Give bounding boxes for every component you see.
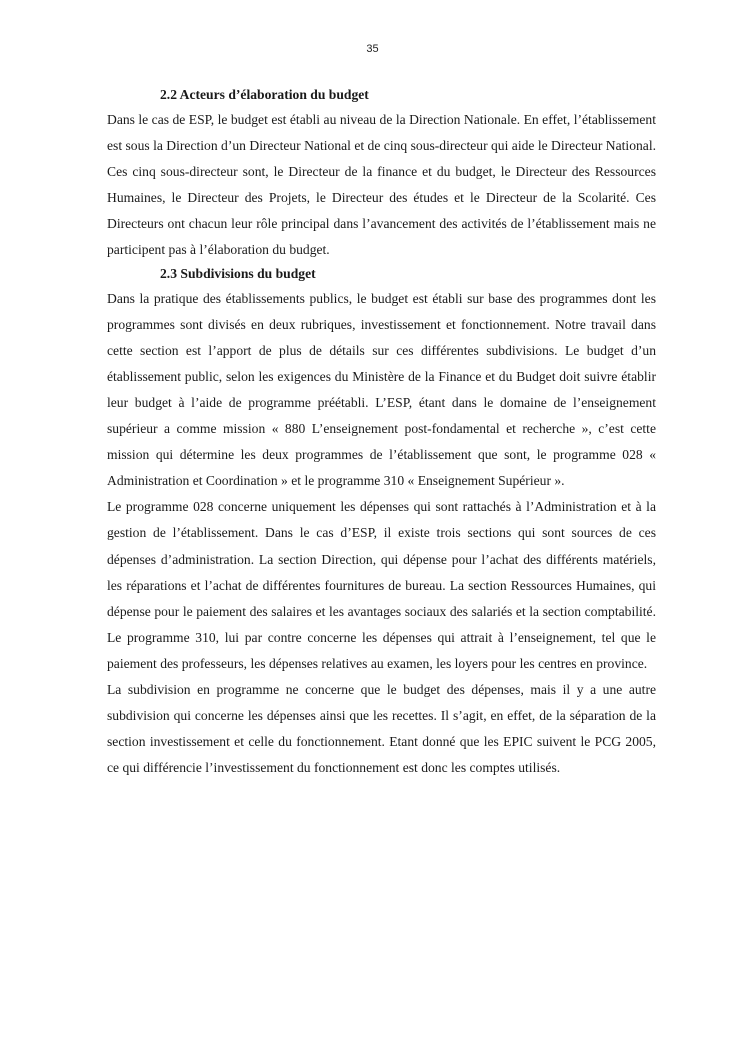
paragraph-acteurs: Dans le cas de ESP, le budget est établi au niveau de la Direction Nationale. En effet, l’établissement est sous la Direction d’un Directeur National et de cinq sous-directeur qui aide le Directeur National. Ces cinq sous-directeur sont, le Directeur de la finance et du budget, le Directeur des Ressources Humaines, le Directeur des Projets, le Directeur des études et le Directeur de la Scolarité. Ces Directeurs ont chacun leur rôle principal dans l’avancement des activités de l’établissement mais ne participent pas à l’élaboration du budget. — [107, 112, 656, 258]
section-heading-subdivisions: 2.3 Subdivisions du budget — [160, 265, 316, 281]
paragraph-subdivision-programme: La subdivision en programme ne concerne que le budget des dépenses, mais il y a une autre subdivision qui concerne les dépenses ainsi que les recettes. Il s’agit, en effet, de la séparation de la section investissement et celle du fonctionnement. Etant donné que les EPIC suivent le PCG 2005, ce qui différencie l’investissement du fonctionnement est donc les comptes utilisés. — [107, 681, 656, 776]
section-heading-acteurs: 2.2 Acteurs d’élaboration du budget — [160, 87, 369, 102]
page-content — [107, 85, 656, 781]
paragraph-programme-028: Le programme 028 concerne uniquement les dépenses qui sont rattachés à l’Administration et à la gestion de l’établissement. Dans le cas d’ESP, il existe trois sections qui sont sources de ces dépenses d’administration. La section Direction, qui dépense pour l’achat des différents matériels, les réparations et l’achat de différentes fournitures de bureau. La section Ressources Humaines, qui dépense pour le paiement des salaires et les avantages sociaux des salariés et la section comptabilité. Le programme 310, lui par contre concerne les dépenses qui attrait à l’enseignement, tel que le paiement des professeurs, les dépenses relatives au examen, les loyers pour les centres en province. — [107, 499, 656, 671]
page-number: 35 — [366, 43, 379, 55]
paragraph-subdivisions-intro: Dans la pratique des établissements publics, le budget est établi sur base des programmes dont les programmes sont divisés en deux rubriques, investissement et fonctionnement. Notre travail dans cette section est l’apport de plus de détails sur ces différentes subdivisions. Le budget d’un établissement public, selon les exigences du Ministère de la Finance et du Budget doit suivre établir leur budget à l’aide de programme préétabli. L’ESP, étant dans le domaine de l’enseignement supérieur a comme mission « 880 L’enseignement post-fondamental et recherche », c’est cette mission qui détermine les deux programmes de l’établissement que sont, le programme 028 « Administration et Coordination » et le programme 310 « Enseignement Supérieur ». — [107, 290, 656, 489]
